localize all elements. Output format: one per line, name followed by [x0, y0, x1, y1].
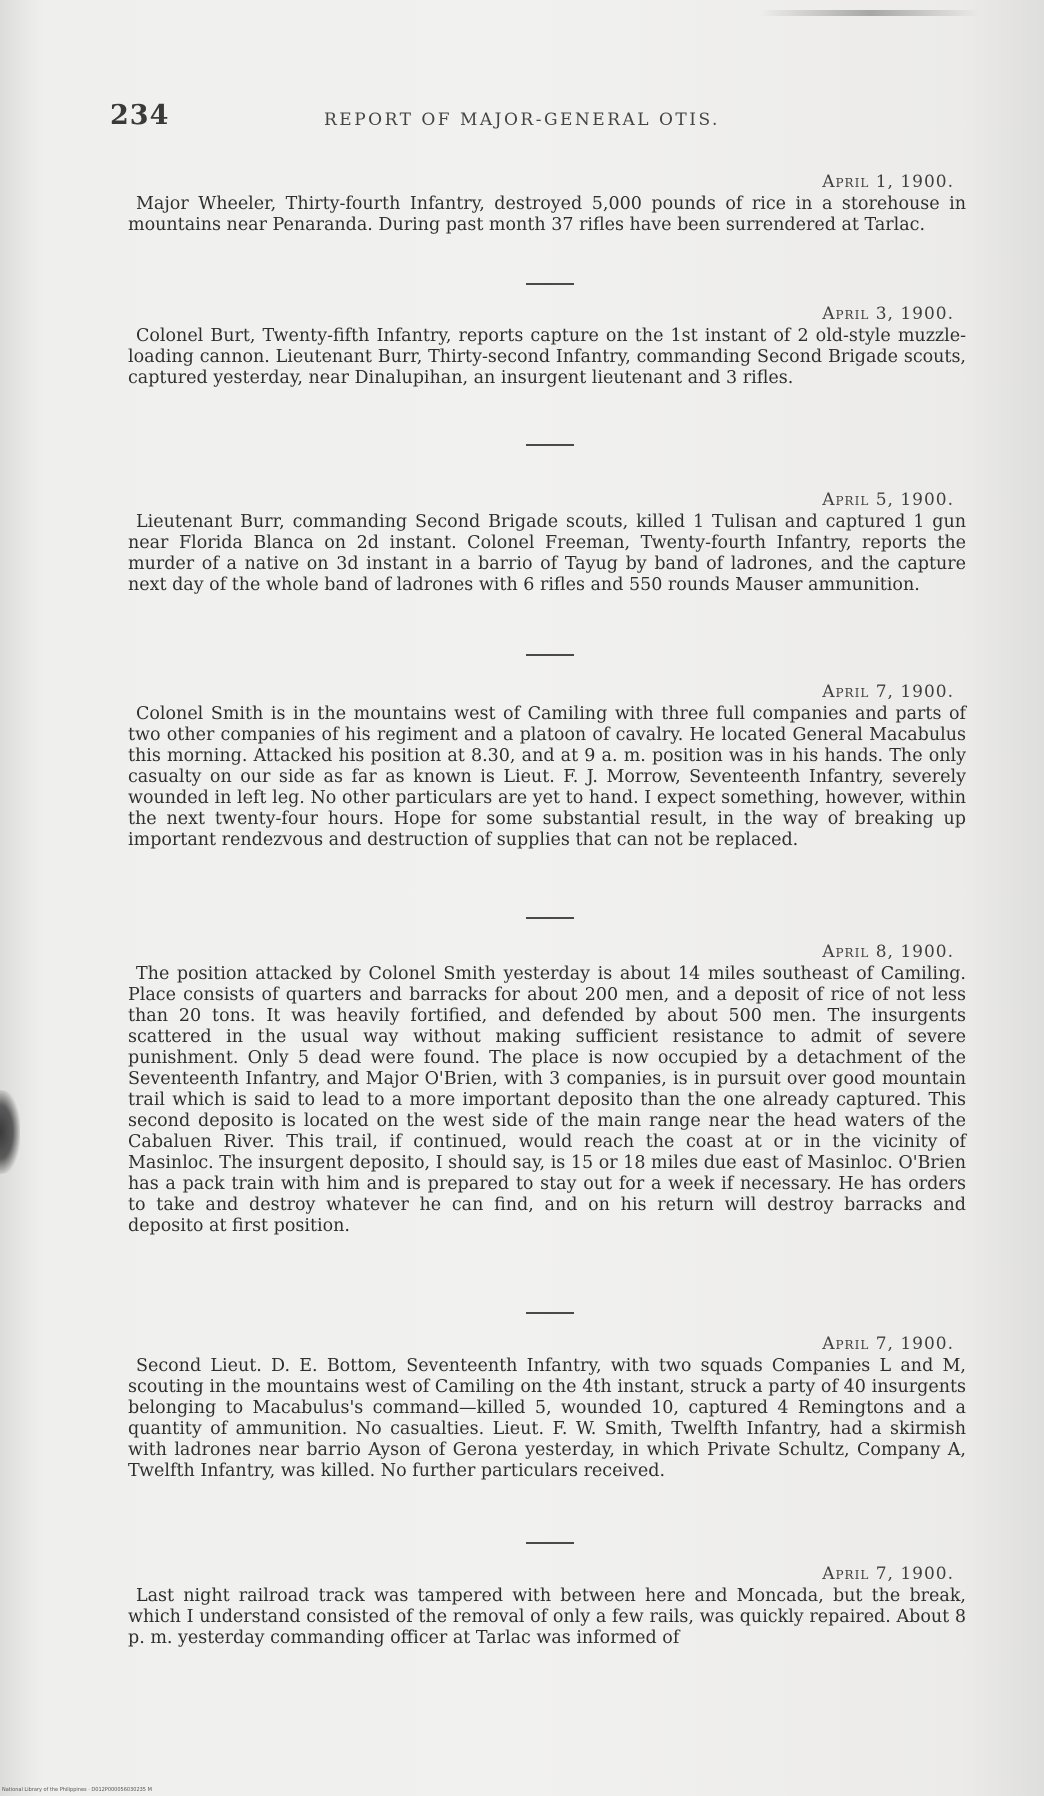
dispatch-text: Colonel Smith is in the mountains west of Camiling with three full companies and parts of two other companies of his regiment and a platoon of cavalry. He located General Macabulus this morning. Attacked his position at 8.30, and at 9 a. m. position was in his hands. The only casualty on our side as far as known is Lieut. F. J. Morrow, Seventeenth Infantry, severely wounded in left leg. No other particulars are yet to hand. I expect something, however, within the next twenty-four hours. Hope for some substantial result, in the way of breaking up important rendezvous and destruction of supplies that can not be replaced.: [128, 704, 966, 850]
section-divider: [526, 444, 574, 446]
dispatch-date: April 5, 1900.: [822, 490, 954, 510]
dispatch-entry: [128, 682, 966, 851]
dispatch-entry: [128, 1334, 966, 1482]
dispatch-text: Lieutenant Burr, commanding Second Brigade scouts, killed 1 Tulisan and captured 1 gun near Florida Blanca on 2d instant. Colonel Freeman, Twenty-fourth Infantry, reports the murder of a native on 3d instant in a barrio of Tayug by band of ladrones, and the capture next day of the whole band of ladrones with 6 rifles and 550 rounds Mauser ammunition.: [128, 512, 966, 595]
library-credit: National Library of the Philippines · D012P000056030235 M: [2, 1787, 152, 1793]
dispatch-entry: [128, 1564, 966, 1649]
section-divider: [526, 1312, 574, 1314]
dispatch-date: April 3, 1900.: [822, 304, 954, 324]
section-divider: [526, 654, 574, 656]
section-divider: [526, 917, 574, 919]
dispatch-text: The position attacked by Colonel Smith yesterday is about 14 miles southeast of Camiling. Place consists of quarters and barracks for about 200 men, and a deposit of rice of not less than 20 tons. It was heavily fortified, and defended by about 500 men. The insurgents scattered in the usual way without making sufficient resistance to admit of severe punishment. Only 5 dead were found. The place is now occupied by a detachment of the Seventeenth Infantry, and Major O'Brien, with 3 companies, is in pursuit over good mountain trail which is said to lead to a more important deposito than the one already captured. This second deposito is located on the west side of the main range near the head waters of the Cabaluen River. This trail, if continued, would reach the coast at or in the vicinity of Masinloc. The insurgent deposito, I should say, is 15 or 18 miles due east of Masinloc. O'Brien has a pack train with him and is prepared to stay out for a week if necessary. He has orders to take and destroy whatever he can find, and on his return will destroy barracks and deposito at first position.: [128, 964, 966, 1236]
dispatch-text: Last night railroad track was tampered with between here and Moncada, but the break, which I understand consisted of the removal of only a few rails, was quickly repaired. About 8 p. m. yesterday commanding officer at Tarlac was informed of: [128, 1586, 966, 1648]
dispatch-date: April 7, 1900.: [822, 1564, 954, 1584]
dispatch-date: April 7, 1900.: [822, 682, 954, 702]
running-title: REPORT OF MAJOR-GENERAL OTIS.: [324, 110, 720, 130]
scan-streak: [760, 10, 980, 16]
dispatch-text: Colonel Burt, Twenty-fifth Infantry, reports capture on the 1st instant of 2 old-style muzzle-loading cannon. Lieutenant Burr, Thirty-second Infantry, commanding Second Brigade scouts, captured yesterday, near Dinalupihan, an insurgent lieutenant and 3 rifles.: [128, 326, 966, 388]
dispatch-date: April 1, 1900.: [822, 172, 954, 192]
dispatch-entry: [128, 304, 966, 389]
section-divider: [526, 283, 574, 285]
binding-edge-mark: [0, 1090, 20, 1174]
page-header: [110, 100, 970, 140]
section-divider: [526, 1542, 574, 1544]
page-number: 234: [110, 100, 170, 131]
dispatch-entry: [128, 942, 966, 1237]
dispatch-date: April 7, 1900.: [822, 1334, 954, 1354]
dispatch-entry: [128, 490, 966, 596]
dispatch-entry: [128, 172, 966, 236]
dispatch-date: April 8, 1900.: [822, 942, 954, 962]
dispatch-text: Major Wheeler, Thirty-fourth Infantry, destroyed 5,000 pounds of rice in a storehouse in mountains near Penaranda. During past month 37 rifles have been surrendered at Tarlac.: [128, 194, 966, 235]
dispatch-text: Second Lieut. D. E. Bottom, Seventeenth Infantry, with two squads Companies L and M, scouting in the mountains west of Camiling on the 4th instant, struck a party of 40 insurgents belonging to Macabulus's command—killed 5, wounded 10, captured 4 Remingtons and a quantity of ammunition. No casualties. Lieut. F. W. Smith, Twelfth Infantry, had a skirmish with ladrones near barrio Ayson of Gerona yesterday, in which Private Schultz, Company A, Twelfth Infantry, was killed. No further particulars received.: [128, 1356, 966, 1481]
